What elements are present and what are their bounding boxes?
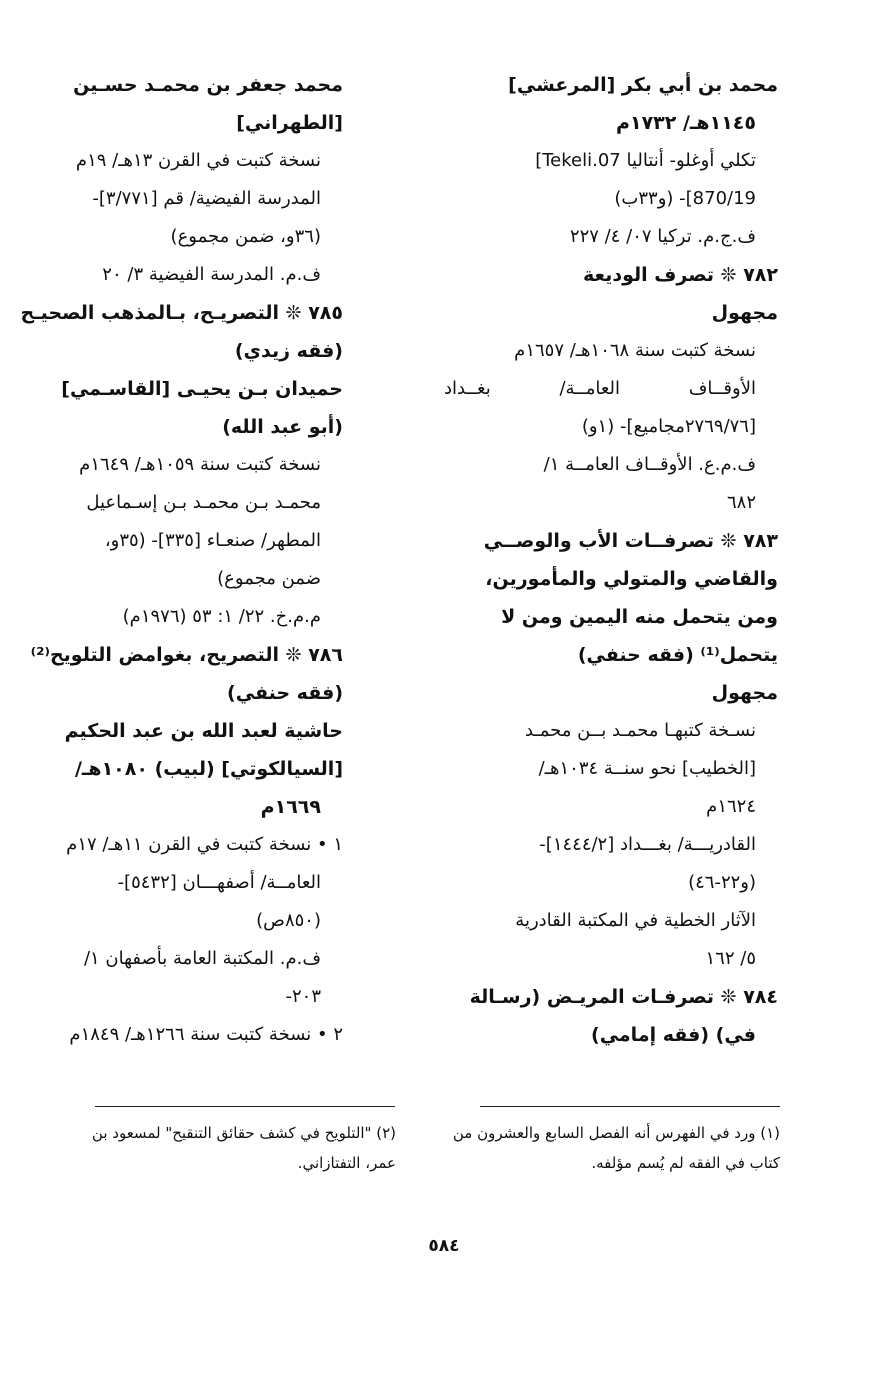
- footnote-right: [440, 1118, 780, 1178]
- footnote-left: [46, 1118, 396, 1178]
- entry-text-line: ٢٠٣-: [285, 986, 321, 1007]
- entry-heading-line: محمد جعفر بن محمـد حسـين: [73, 74, 343, 96]
- entry-heading-line: ١١٤٥هـ/ ١٧٣٢م: [616, 112, 756, 134]
- page-number: ٥٨٤: [428, 1236, 460, 1256]
- entry-heading-line: والقاضي والمتولي والمأمورين،: [485, 568, 778, 590]
- entry-text-line: نسخة كتبت في القرن ١٣هـ/ ١٩م: [75, 150, 321, 171]
- entry-text-line: ف.ج.م. تركيا ٠٧/ ٤/ ٢٢٧: [569, 226, 756, 247]
- entry-text-line: الأوقــاف العامــة/ بغــداد: [444, 378, 756, 399]
- entry-heading-line: ٧٨٢ ❊ تصرف الوديعة: [583, 264, 778, 286]
- footnote-line: (١) ورد في الفهرس أنه الفصل السابع والعشرون من: [452, 1124, 780, 1142]
- entry-heading-line: (أبو عبد الله): [222, 416, 343, 438]
- footnote-line: (٢) "التلويح في كشف حقائق التنقيح" لمسعود بن: [91, 1124, 396, 1142]
- entry-heading-line: ومن يتحمل منه اليمين ومن لا: [501, 606, 778, 628]
- footnote-rule-left: [95, 1106, 395, 1107]
- entry-text-line: نسخة كتبت سنة ١٠٦٨هـ/ ١٦٥٧م: [514, 340, 756, 361]
- entry-text-line: تكلي أوغلو- أنتاليا 07.Tekeli]: [535, 150, 756, 171]
- entry-heading-line: حميدان بـن يحيـى [القاسـمي]: [61, 378, 343, 400]
- left-column: [20, 66, 343, 1054]
- entry-heading-line: محمد بن أبي بكر [المرعشي]: [508, 74, 778, 96]
- entry-text-line: م.م.خ. ٢٢/ ١: ٥٣ (١٩٧٦م): [122, 606, 321, 627]
- entry-heading-line: ٧٨٥ ❊ التصريـح، بـالمذهب الصحيـح: [20, 302, 343, 324]
- entry-text-line: (٨٥٠ص): [256, 910, 321, 931]
- entry-text-line: ف.م. المدرسة الفيضية ٣/ ٢٠: [102, 264, 321, 285]
- entry-heading-line: مجهول: [711, 682, 778, 704]
- entry-heading-line: حاشية لعبد الله بن عبد الحكيم: [64, 720, 343, 742]
- footnote-line: عمر، التفتازاني.: [297, 1154, 396, 1172]
- entry-text-line: نسـخة كتبهـا محمـد بــن محمـد: [524, 720, 756, 741]
- entry-heading-line: مجهول: [711, 302, 778, 324]
- entry-heading-line: في) (فقه إمامي): [591, 1024, 756, 1046]
- entry-text-line: الآثار الخطية في المكتبة القادرية: [515, 910, 756, 931]
- entry-heading-line: ٧٨٣ ❊ تصرفــات الأب والوصــي: [483, 530, 778, 552]
- entry-text-line: ٥/ ١٦٢: [705, 948, 756, 969]
- entry-text-line: القادريـــة/ بغـــداد [١٤٤٤/٢]-: [539, 834, 756, 855]
- entry-text-line: ف.م.ع. الأوقــاف العامــة ١/: [543, 454, 756, 475]
- entry-text-line: ١ • نسخة كتبت في القرن ١١هـ/ ١٧م: [66, 834, 343, 855]
- entry-text-line: ٢ • نسخة كتبت سنة ١٢٦٦هـ/ ١٨٤٩م: [69, 1024, 343, 1045]
- entry-heading-line: يتحمل⁽¹⁾ (فقه حنفي): [577, 644, 778, 666]
- entry-text-line: ضمن مجموع): [217, 568, 321, 589]
- entry-heading-line: [السيالكوتي] (لبيب) ١٠٨٠هـ/: [74, 758, 343, 780]
- entry-text-line: [٢٧٦٩/٧٦مجاميع]- (١و): [581, 416, 756, 437]
- entry-text-line: 870/19]- (و٣٣ب): [614, 188, 756, 209]
- footnote-line: كتاب في الفقه لم يُسم مؤلفه.: [591, 1154, 780, 1172]
- entry-heading-line: (فقه حنفي): [227, 682, 343, 704]
- entry-heading-line: [الطهراني]: [236, 112, 343, 134]
- entry-text-line: ١٦٢٤م: [706, 796, 756, 817]
- entry-text-line: محمـد بـن محمـد بـن إسـماعيل: [86, 492, 321, 513]
- entry-heading-line: (فقه زيدي): [234, 340, 343, 362]
- entry-text-line: (٣٦و، ضمن مجموع): [170, 226, 321, 247]
- entry-text-line: ف.م. المكتبة العامة بأصفهان ١/: [83, 948, 321, 969]
- footnote-rule-right: [480, 1106, 780, 1107]
- entry-text-line: نسخة كتبت سنة ١٠٥٩هـ/ ١٦٤٩م: [79, 454, 321, 475]
- entry-text-line: [الخطيب] نحو سنــة ١٠٣٤هـ/: [538, 758, 756, 779]
- entry-text-line: المطهر/ صنعـاء [٣٣٥]- (٣٥و،: [104, 530, 321, 551]
- entry-heading-line: ٧٨٦ ❊ التصريح، بغوامض التلويح⁽²⁾: [30, 644, 343, 666]
- entry-text-line: العامــة/ أصفهـــان [٥٤٣٢]-: [117, 872, 321, 893]
- entry-heading-line: ١٦٦٩م: [260, 796, 321, 818]
- entry-text-line: المدرسة الفيضية/ قم [٣/٧٧١]-: [92, 188, 321, 209]
- entry-text-line: ٦٨٢: [726, 492, 756, 513]
- right-column: [444, 66, 778, 1054]
- entry-text-line: (و٢٢-٤٦): [688, 872, 756, 893]
- entry-heading-line: ٧٨٤ ❊ تصرفـات المريـض (رسـالة: [469, 986, 778, 1008]
